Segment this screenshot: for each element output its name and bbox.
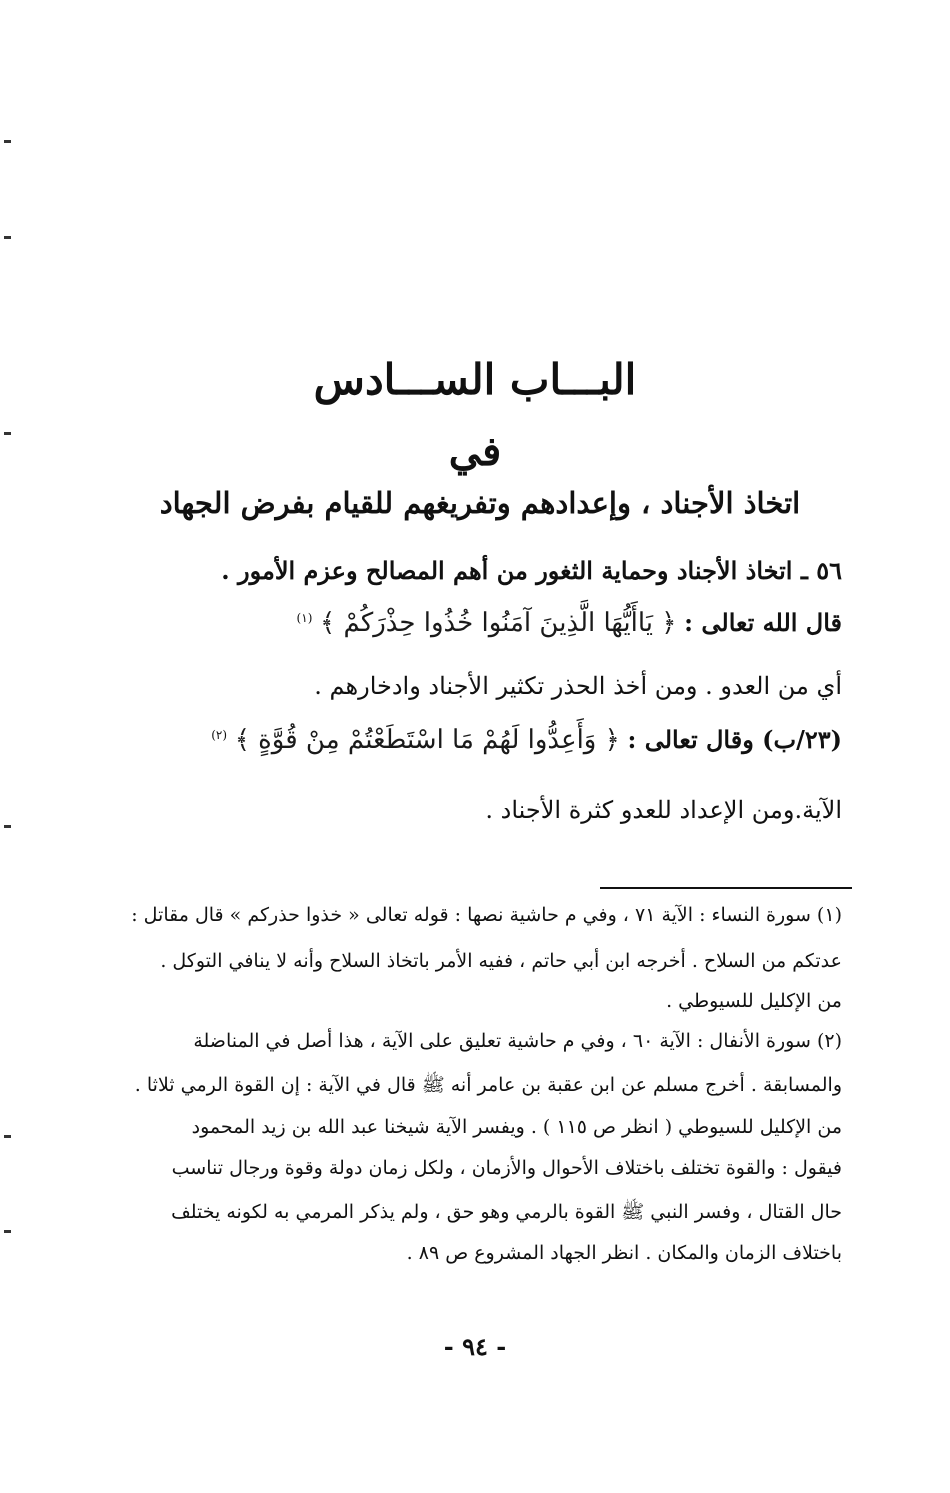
footnote-line: عدتكم من السلاح . أخرجه ابن أبي حاتم ، ففيه الأمر باتخاذ السلاح وأنه لا ينافي التوكل .: [160, 950, 842, 972]
footnote-line: من الإكليل للسيوطي ( انظر ص ١١٥ ) . ويفسر الآية شيخنا عبد الله بن زيد المحمود: [191, 1116, 842, 1138]
scan-mark: [4, 236, 11, 239]
page-number: - ٩٤ -: [443, 1332, 507, 1361]
footnote-line: (١) سورة النساء : الآية ٧١ ، وفي م حاشية نصها : قوله تعالى « خذوا حذركم » قال مقاتل :: [131, 904, 842, 926]
quran-verse: ﴿ وَأَعِدُّوا لَهُمْ مَا اسْتَطَعْتُمْ مِنْ قُوَّةٍ ﴾: [234, 725, 620, 755]
body-line: [297, 608, 842, 638]
body-line: الآية.ومن الإعداد للعدو كثرة الأجناد .: [485, 796, 842, 824]
footnote-line: فيقول : والقوة تختلف باختلاف الأحوال والأزمان ، ولكل زمان دولة وقوة ورجال تناسب: [171, 1157, 842, 1179]
body-line: أي من العدو . ومن أخذ الحذر تكثير الأجناد وادخارهم .: [314, 672, 842, 700]
footnote-line: باختلاف الزمان والمكان . انظر الجهاد المشروع ص ٨٩ .: [406, 1242, 842, 1264]
quran-verse: ﴿ يَاأَيُّهَا الَّذِينَ آمَنُوا خُذُوا حِذْرَكُمْ ﴾: [320, 608, 677, 638]
section-heading: ٥٦ ـ اتخاذ الأجناد وحماية الثغور من أهم المصالح وعزم الأمور .: [221, 556, 842, 585]
scan-mark: [4, 825, 11, 828]
chapter-title: البـــاب الســـادس: [313, 355, 637, 404]
footnote-line: والمسابقة . أخرج مسلم عن ابن عقبة بن عامر أنه ﷺ قال في الآية : إن القوة الرمي ثلاثا .: [134, 1074, 842, 1096]
quote-intro: قال الله تعالى :: [684, 608, 842, 637]
quote-intro: (٢٣/ب) وقال تعالى :: [627, 725, 842, 754]
footnote-ref: (١): [296, 611, 313, 625]
footnote-line: من الإكليل للسيوطي .: [666, 990, 842, 1012]
footnote-line: حال القتال ، وفسر النبي ﷺ القوة بالرمي وهو حق ، ولم يذكر المرمي به لكونه يختلف: [171, 1201, 842, 1223]
scan-mark: [4, 1135, 11, 1138]
chapter-connector: في: [448, 428, 502, 475]
chapter-subtitle: اتخاذ الأجناد ، وإعدادهم وتفريغهم للقيام بفرض الجهاد: [159, 486, 801, 520]
footnote-divider: [600, 887, 852, 889]
scan-mark: [4, 140, 11, 143]
footnote-ref: (٢): [211, 728, 228, 742]
scan-mark: [4, 1230, 11, 1233]
footnote-line: (٢) سورة الأنفال : الآية ٦٠ ، وفي م حاشية تعليق على الآية ، هذا أصل في المناضلة: [193, 1030, 842, 1052]
body-line: [211, 725, 842, 755]
